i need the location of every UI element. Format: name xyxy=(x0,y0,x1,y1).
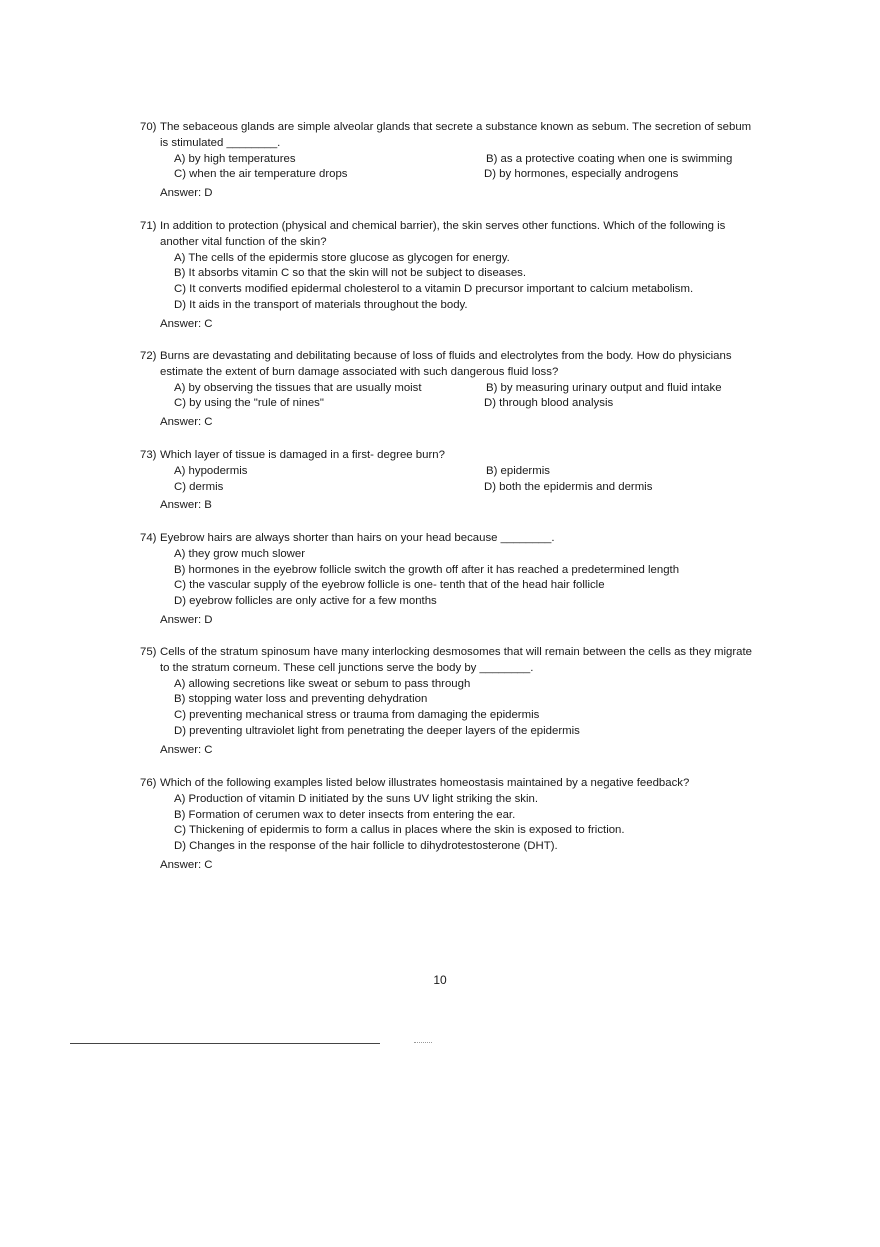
option-d: D) Changes in the response of the hair follicle to dihydrotestosterone (DHT). xyxy=(174,840,558,853)
option-d: D) by hormones, especially androgens xyxy=(484,168,679,181)
option-d: D) both the epidermis and dermis xyxy=(484,480,653,493)
option-c: C) Thickening of epidermis to form a callus in places where the skin is exposed to friction. xyxy=(174,824,625,837)
options xyxy=(174,677,760,740)
question-74 xyxy=(140,531,760,629)
footer-rule xyxy=(70,1043,380,1044)
question-70 xyxy=(140,120,760,202)
option-a: A) Production of vitamin D initiated by the suns UV light striking the skin. xyxy=(174,792,539,805)
option-a: A) allowing secretions like sweat or sebum to pass through xyxy=(174,677,471,690)
option-b: B) Formation of cerumen wax to deter insects from entering the ear. xyxy=(174,808,516,821)
question-stem: In addition to protection (physical and chemical barrier), the skin serves other functions. Which of the following is another vital function of the skin? xyxy=(160,220,726,248)
question-73 xyxy=(140,448,760,514)
options xyxy=(174,251,760,314)
question-number: 74) xyxy=(140,532,157,544)
answer: Answer: B xyxy=(160,499,212,512)
options xyxy=(174,792,760,855)
answer: Answer: D xyxy=(160,187,213,200)
option-a: A) The cells of the epidermis store glucose as glycogen for energy. xyxy=(174,251,510,264)
option-c: C) by using the "rule of nines" xyxy=(174,397,324,410)
question-72 xyxy=(140,349,760,431)
option-c: C) dermis xyxy=(174,480,224,493)
option-b: B) by measuring urinary output and fluid intake xyxy=(486,381,722,394)
options xyxy=(174,464,760,496)
question-number: 76) xyxy=(140,777,157,789)
answer: Answer: C xyxy=(160,858,213,871)
option-b: B) hormones in the eyebrow follicle switch the growth off after it has reached a predetermined length xyxy=(174,563,680,576)
answer: Answer: C xyxy=(160,317,213,330)
question-76 xyxy=(140,776,760,874)
option-d: D) It aids in the transport of materials throughout the body. xyxy=(174,298,468,311)
options xyxy=(174,381,760,413)
option-c: C) when the air temperature drops xyxy=(174,168,348,181)
question-number: 73) xyxy=(140,449,157,461)
option-c: C) the vascular supply of the eyebrow follicle is one- tenth that of the head hair follicle xyxy=(174,579,605,592)
question-stem: Eyebrow hairs are always shorter than hairs on your head because ________. xyxy=(160,532,555,544)
question-number: 71) xyxy=(140,220,157,232)
question-stem: Which layer of tissue is damaged in a first- degree burn? xyxy=(160,449,445,461)
option-b: B) It absorbs vitamin C so that the skin will not be subject to diseases. xyxy=(174,267,527,280)
page-number: 10 xyxy=(433,973,447,987)
option-d: D) preventing ultraviolet light from penetrating the deeper layers of the epidermis xyxy=(174,724,580,737)
options xyxy=(174,152,760,184)
question-stem: The sebaceous glands are simple alveolar glands that secrete a substance known as sebum. The secretion of sebum is stimulated ________. xyxy=(160,121,752,149)
option-b: B) stopping water loss and preventing dehydration xyxy=(174,693,428,706)
question-number: 75) xyxy=(140,646,157,658)
answer: Answer: C xyxy=(160,743,213,756)
option-b: B) epidermis xyxy=(486,464,550,477)
answer: Answer: D xyxy=(160,613,213,626)
question-71 xyxy=(140,219,760,333)
option-a: A) by observing the tissues that are usually moist xyxy=(174,381,422,394)
option-a: A) hypodermis xyxy=(174,464,248,477)
option-a: A) by high temperatures xyxy=(174,152,296,165)
question-stem: Cells of the stratum spinosum have many interlocking desmosomes that will remain between the cells as they migrate to the stratum corneum. These cell junctions serve the body by ________. xyxy=(160,646,752,674)
option-c: C) It converts modified epidermal cholesterol to a vitamin D precursor important to calcium metabolism. xyxy=(174,283,694,296)
options xyxy=(174,547,760,610)
option-a: A) they grow much slower xyxy=(174,547,306,560)
question-number: 72) xyxy=(140,350,157,362)
question-75 xyxy=(140,645,760,759)
question-stem: Burns are devastating and debilitating because of loss of fluids and electrolytes from the body. How do physicians estimate the extent of burn damage associated with such dangerous fluid loss? xyxy=(160,350,732,378)
answer: Answer: C xyxy=(160,416,213,429)
footer-mark xyxy=(414,1042,432,1043)
question-stem: Which of the following examples listed below illustrates homeostasis maintained by a negative feedback? xyxy=(160,777,690,789)
option-d: D) eyebrow follicles are only active for a few months xyxy=(174,595,437,608)
option-b: B) as a protective coating when one is swimming xyxy=(486,152,733,165)
option-d: D) through blood analysis xyxy=(484,397,614,410)
question-number: 70) xyxy=(140,121,157,133)
option-c: C) preventing mechanical stress or trauma from damaging the epidermis xyxy=(174,709,540,722)
